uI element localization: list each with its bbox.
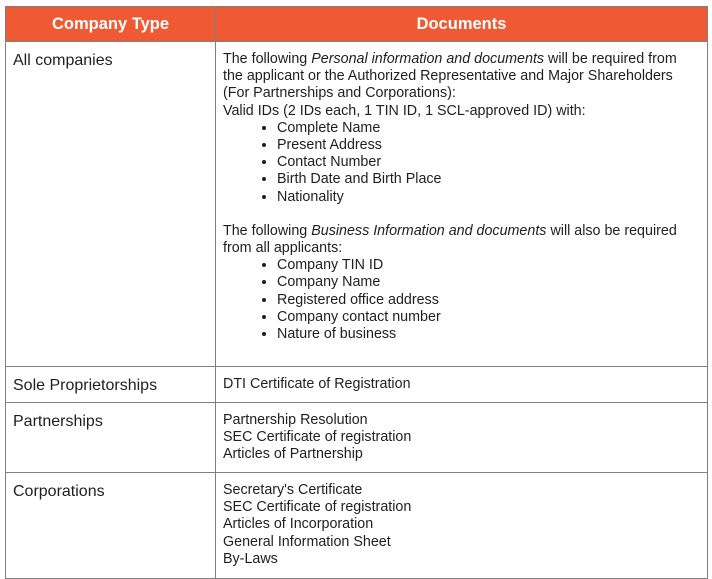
document-line: Secretary's Certificate [223, 482, 363, 498]
documents-cell [216, 403, 708, 473]
list-item: • Present Address [277, 137, 700, 154]
document-line: General Information Sheet [223, 533, 391, 550]
personal-intro [223, 51, 700, 103]
intro-text: will be required from the applicant or the Authorized Representative and Major Shareholders (For Partnerships and Corporations): [223, 51, 677, 102]
list-item: • Contact Number [277, 154, 700, 171]
header-documents: Documents [216, 7, 708, 42]
list-item: • Complete Name [277, 120, 700, 137]
personal-items-list [223, 120, 700, 206]
company-type-cell: Corporations [6, 473, 216, 579]
intro-emphasis: Personal information and documents [311, 51, 545, 67]
header-company-type: Company Type [6, 7, 216, 42]
list-item: • Birth Date and Birth Place [277, 171, 700, 188]
company-type-cell: Sole Proprietorships [6, 367, 216, 403]
company-type-cell: All companies [6, 42, 216, 367]
document-line: SEC Certificate of registration [223, 499, 412, 516]
document-line: SEC Certificate of registration [223, 429, 412, 446]
document-line: DTI Certificate of Registration [223, 376, 411, 392]
intro-text: will also be required from all applicants: [223, 222, 677, 257]
table-row [6, 42, 708, 367]
table-row [6, 367, 708, 403]
list-item: • Nature of business [277, 326, 700, 343]
list-item: • Company contact number [277, 309, 700, 326]
header-row [6, 7, 708, 42]
documents-cell [216, 367, 708, 403]
document-line: Articles of Incorporation [223, 516, 374, 533]
list-item: • Company Name [277, 274, 700, 291]
company-type-cell: Partnerships [6, 403, 216, 473]
intro-text: The following [223, 51, 312, 67]
requirements-table [5, 6, 708, 579]
spacer [223, 206, 700, 223]
list-item: • Nationality [277, 189, 700, 206]
business-items-list [223, 257, 700, 343]
list-item: • Registered office address [277, 292, 700, 309]
document-line: Partnership Resolution [223, 412, 368, 428]
list-item: • Company TIN ID [277, 257, 700, 274]
valid-ids-line: Valid IDs (2 IDs each, 1 TIN ID, 1 SCL-approved ID) with: [223, 102, 586, 119]
documents-cell [216, 42, 708, 367]
intro-text: The following [223, 222, 312, 239]
intro-emphasis: Business Information and documents [311, 222, 547, 239]
business-intro [223, 223, 700, 257]
document-line: Articles of Partnership [223, 446, 363, 463]
table-row [6, 403, 708, 473]
document-line: By-Laws [223, 550, 278, 567]
